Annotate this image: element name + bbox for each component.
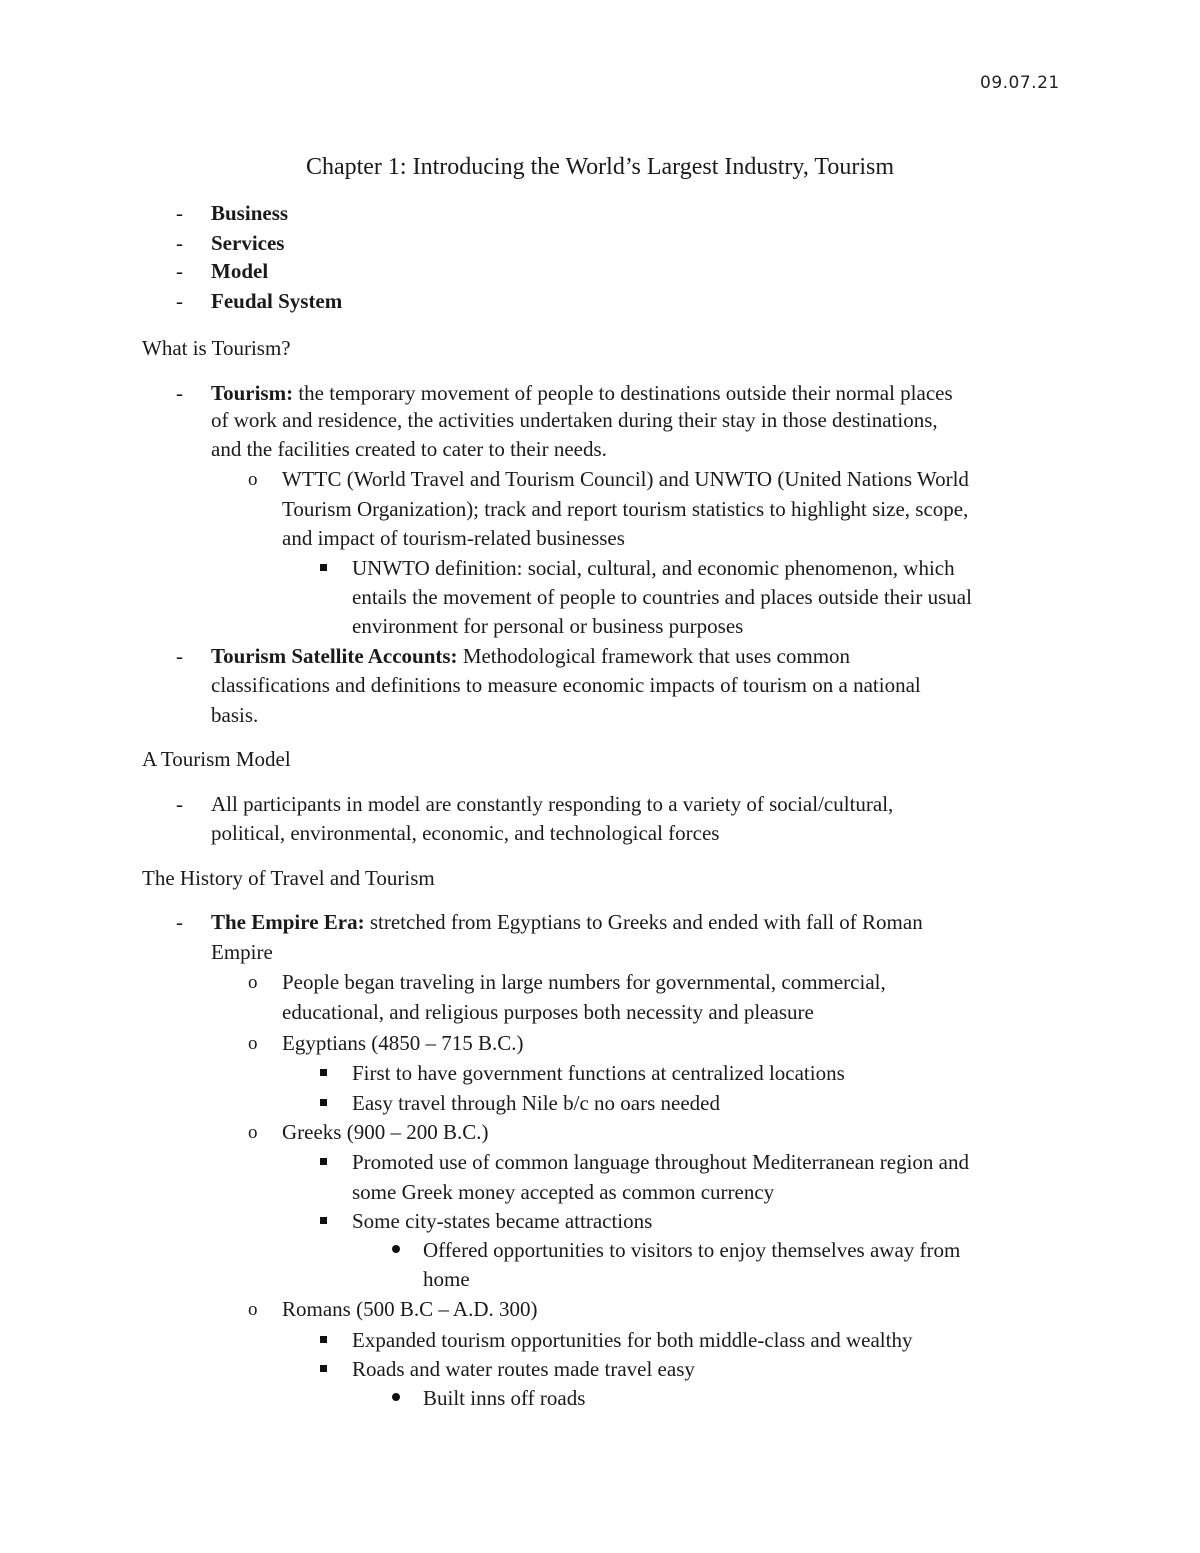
greeks-subsubitem: Offered opportunities to visitors to enjoy themselves away from: [423, 1238, 961, 1262]
dash-bullet: -: [176, 201, 183, 225]
tourism-definition: Tourism: the temporary movement of people to destinations outside their normal places: [211, 381, 953, 405]
circle-bullet: o: [248, 469, 258, 490]
wttc-item-line: Tourism Organization); track and report tourism statistics to highlight size, scope,: [282, 497, 969, 521]
unwto-definition-line: environment for personal or business purposes: [352, 614, 744, 638]
section-heading-history: The History of Travel and Tourism: [142, 866, 435, 890]
romans-subsubitem: Built inns off roads: [423, 1386, 586, 1410]
section-heading-tourism-model: A Tourism Model: [142, 747, 291, 771]
tourism-definition-line: and the facilities created to cater to their needs.: [211, 437, 607, 461]
dash-bullet: -: [176, 910, 183, 934]
model-item: All participants in model are constantly responding to a variety of social/cultural,: [211, 792, 894, 816]
wttc-item: WTTC (World Travel and Tourism Council) and UNWTO (United Nations World: [282, 467, 969, 491]
key-term: Feudal System: [211, 289, 343, 313]
circle-bullet: o: [248, 1033, 258, 1054]
circle-bullet: o: [248, 1299, 258, 1320]
model-item-line: political, environmental, economic, and technological forces: [211, 821, 720, 845]
tsa-definition-line: basis.: [211, 703, 259, 727]
section-heading-what-is-tourism: What is Tourism?: [142, 336, 291, 360]
round-bullet: [392, 1393, 400, 1401]
square-bullet: [320, 1158, 327, 1165]
page-title: Chapter 1: Introducing the World’s Largest Industry, Tourism: [305, 154, 895, 180]
square-bullet: [320, 1217, 327, 1224]
square-bullet: [320, 1099, 327, 1106]
greeks-subsubitem-line: home: [423, 1267, 470, 1291]
unwto-definition-line: entails the movement of people to countries and places outside their usual: [352, 585, 972, 609]
romans-item: Romans (500 B.C – A.D. 300): [282, 1297, 538, 1321]
romans-subitem: Roads and water routes made travel easy: [352, 1357, 695, 1381]
people-item-line: educational, and religious purposes both necessity and pleasure: [282, 1000, 814, 1024]
square-bullet: [320, 1336, 327, 1343]
circle-bullet: o: [248, 972, 258, 993]
romans-subitem: Expanded tourism opportunities for both middle-class and wealthy: [352, 1328, 913, 1352]
date: 09.07.21: [980, 73, 1060, 93]
square-bullet: [320, 564, 327, 571]
people-item: People began traveling in large numbers for governmental, commercial,: [282, 970, 886, 994]
dash-bullet: -: [176, 792, 183, 816]
egyptians-item: Egyptians (4850 – 715 B.C.): [282, 1031, 524, 1055]
circle-bullet: o: [248, 1122, 258, 1143]
wttc-item-line: and impact of tourism-related businesses: [282, 526, 625, 550]
dash-bullet: -: [176, 231, 183, 255]
empire-era-item: The Empire Era: stretched from Egyptians to Greeks and ended with fall of Roman: [211, 910, 923, 934]
egyptians-subitem: First to have government functions at centralized locations: [352, 1061, 845, 1085]
dash-bullet: -: [176, 644, 183, 668]
greeks-subitem: Promoted use of common language throughout Mediterranean region and: [352, 1150, 969, 1174]
unwto-definition: UNWTO definition: social, cultural, and economic phenomenon, which: [352, 556, 955, 580]
square-bullet: [320, 1069, 327, 1076]
key-term: Business: [211, 201, 289, 225]
tourism-definition-line: of work and residence, the activities undertaken during their stay in those destinations,: [211, 408, 938, 432]
greeks-item: Greeks (900 – 200 B.C.): [282, 1120, 489, 1144]
dash-bullet: -: [176, 259, 183, 283]
round-bullet: [392, 1245, 400, 1253]
tsa-definition-line: classifications and definitions to measure economic impacts of tourism on a national: [211, 673, 921, 697]
dash-bullet: -: [176, 289, 183, 313]
greeks-subitem-line: some Greek money accepted as common currency: [352, 1180, 775, 1204]
dash-bullet: -: [176, 381, 183, 405]
greeks-subitem: Some city-states became attractions: [352, 1209, 653, 1233]
key-term: Model: [211, 259, 269, 283]
tsa-definition: Tourism Satellite Accounts: Methodological framework that uses common: [211, 644, 851, 668]
key-term: Services: [211, 231, 285, 255]
square-bullet: [320, 1365, 327, 1372]
egyptians-subitem: Easy travel through Nile b/c no oars needed: [352, 1091, 720, 1115]
empire-era-line: Empire: [211, 940, 273, 964]
